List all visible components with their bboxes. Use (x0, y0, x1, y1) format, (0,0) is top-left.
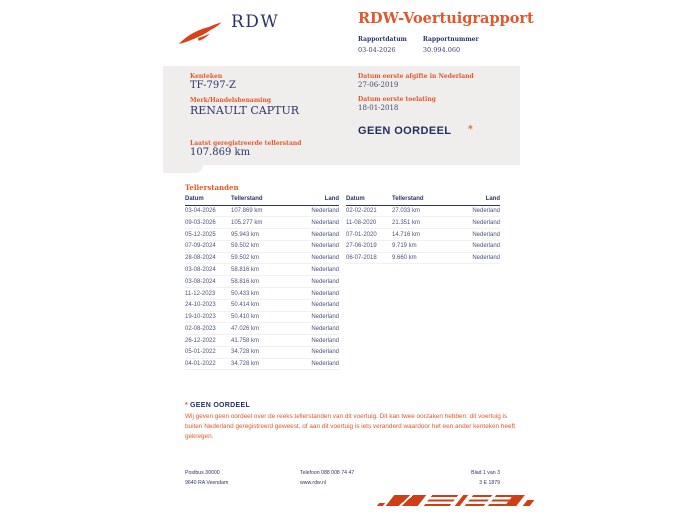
table-cell: 50.410 km (231, 314, 260, 321)
kenteken-label: Kenteken (190, 73, 223, 80)
table-cell: Nederland (311, 267, 339, 273)
footnote-marker: * (185, 402, 189, 409)
table-cell: 04-01-2022 (185, 361, 216, 368)
odometer-table-left (185, 196, 339, 370)
merk-value: RENAULT CAPTUR (190, 104, 300, 117)
table-cell: 21.351 km (392, 219, 421, 226)
table-cell: 9.660 km (392, 255, 417, 262)
rdw-swoosh-icon (178, 21, 222, 51)
eerste-toelating-label: Datum eerste toelating (358, 96, 436, 103)
table-header-row (346, 196, 500, 206)
table-cell: Nederland (311, 349, 339, 356)
footer-address-line1: Postbus 30000 (185, 470, 220, 476)
footer-page-number: Blad 1 van 3 (471, 470, 500, 476)
table-cell: 05-01-2022 (185, 349, 216, 356)
table-row (185, 264, 339, 276)
footer-phone: Telefoon 088 008 74 47 (300, 470, 355, 476)
table-cell: 07-09-2024 (185, 243, 216, 250)
table-cell: 59.502 km (231, 255, 260, 262)
footer-doc-code: 3 E 1879 (479, 479, 500, 486)
report-title: RDW-Voertuigrapport (358, 10, 534, 27)
report-number-value: 30.994.060 (422, 46, 461, 54)
report-date-block (358, 36, 407, 54)
table-cell: Nederland (311, 337, 339, 344)
table-cell: Nederland (311, 314, 339, 321)
table-cell: 47.026 km (231, 325, 260, 332)
table-cell: 19-10-2023 (185, 314, 216, 321)
table-row (346, 206, 500, 218)
table-cell: Nederland (311, 361, 339, 368)
footer-address (185, 469, 300, 489)
table-cell: 50.414 km (231, 302, 260, 309)
table-cell: Nederland (311, 255, 339, 262)
footer-website: www.rdw.nl (300, 479, 326, 486)
table-row (185, 323, 339, 335)
table-header-row (185, 196, 339, 206)
table-cell: 03-08-2024 (185, 267, 216, 273)
report-number-label: Rapportnummer (422, 36, 479, 43)
table-cell: 03-04-2026 (185, 208, 216, 215)
table-cell: 14.716 km (392, 231, 421, 238)
table-cell: Nederland (472, 219, 500, 226)
table-row (185, 206, 339, 218)
footnote-heading (185, 402, 523, 409)
footnote-section (185, 402, 523, 442)
table-cell: 11-12-2023 (185, 290, 216, 297)
table-cell: 07-01-2020 (346, 231, 377, 238)
table-cell: Nederland (311, 243, 339, 250)
rdw-logo (178, 12, 279, 51)
table-cell: 58.816 km (231, 267, 260, 273)
oordeel-badge: GEEN OORDEEL (358, 125, 452, 137)
table-cell: 27.033 km (392, 208, 421, 215)
eerste-toelating-value: 18-01-2018 (358, 104, 399, 112)
stripe-block (488, 495, 526, 506)
table-row (185, 241, 339, 253)
table-cell: 95.943 km (231, 231, 260, 238)
page-footer (185, 469, 500, 489)
table-row (185, 347, 339, 359)
table-row (346, 253, 500, 265)
table-cell: Nederland (311, 208, 339, 215)
kenteken-value: TF-797-Z (190, 80, 236, 91)
table-row (185, 229, 339, 241)
table-cell: 26-12-2022 (185, 337, 216, 344)
footer-address-line2: 9640 RA Veendam (185, 479, 229, 486)
table-cell: 41.758 km (231, 337, 260, 344)
table-cell: 27-06-2019 (346, 243, 377, 250)
table-body-left (185, 206, 339, 371)
column-header-datum: Datum (346, 196, 365, 202)
column-header-tellerstand: Tellerstand (392, 196, 424, 202)
odometer-table-right (346, 196, 500, 370)
table-cell: 28-08-2024 (185, 255, 216, 262)
odometer-section (185, 183, 500, 370)
report-date-value: 03-04-2026 (358, 46, 396, 54)
column-header-land: Land (485, 196, 500, 202)
table-row (185, 359, 339, 371)
table-row (346, 241, 500, 253)
table-cell: 03-08-2024 (185, 278, 216, 285)
table-row (185, 300, 339, 312)
table-cell: 58.816 km (231, 278, 260, 285)
table-cell: 9.719 km (392, 243, 417, 250)
table-cell: 02-02-2021 (346, 208, 377, 215)
stripe-lines (424, 495, 459, 506)
table-cell: Nederland (311, 290, 339, 297)
panel-corner-tab (163, 164, 203, 173)
table-cell: 34.728 km (231, 349, 260, 356)
column-header-land: Land (324, 196, 339, 202)
table-cell: 59.502 km (231, 243, 260, 250)
table-cell: Nederland (472, 208, 500, 215)
footnote-text: Wij geven geen oordeel over de reeks tellerstanden van dit voertuig. Dit kan twee oorzaken hebben: dit voertuig is buiten Nederland geregistreerd geweest, of aan dit voertuig is iets veranderd waardoor het een ander kenteken heeft gekregen. (185, 413, 516, 440)
logo-text: RDW (231, 12, 280, 32)
tellerstand-label: Laatst geregistreerde tellerstand (190, 140, 302, 147)
table-cell: 105.277 km (231, 219, 263, 226)
speed-stripes-graphic (378, 494, 538, 508)
eerste-afgifte-value: 27-06-2019 (358, 81, 399, 89)
table-row (185, 276, 339, 288)
table-cell: Nederland (311, 302, 339, 309)
table-cell: 107.869 km (231, 208, 263, 215)
table-cell: Nederland (472, 243, 500, 250)
table-row (185, 288, 339, 300)
table-cell: 24-10-2023 (185, 302, 216, 309)
tellerstand-value: 107.869 km (190, 147, 251, 158)
eerste-afgifte-label: Datum eerste afgifte in Nederland (358, 73, 474, 80)
stripe-slash (523, 500, 535, 506)
table-row (185, 312, 339, 324)
oordeel-footnote-marker: * (468, 125, 473, 135)
table-cell: Nederland (311, 219, 339, 226)
column-header-datum: Datum (185, 196, 204, 202)
table-row (185, 217, 339, 229)
table-cell: Nederland (311, 325, 339, 332)
table-cell: 09-03-2026 (185, 219, 216, 226)
table-cell: 05-12-2025 (185, 231, 216, 238)
stripe-dash (377, 503, 385, 506)
merk-label: Merk/Handelsbenaming (190, 97, 272, 104)
table-row (346, 217, 500, 229)
footer-page-info (471, 469, 500, 489)
table-cell: Nederland (311, 231, 339, 238)
report-number-block (423, 36, 479, 54)
stripe-block (386, 495, 427, 506)
table-row (346, 229, 500, 241)
table-row (185, 335, 339, 347)
odometer-section-heading: Tellerstanden (185, 183, 239, 192)
table-row (185, 253, 339, 265)
table-cell: 34.728 km (231, 361, 260, 368)
table-cell: 50.433 km (231, 290, 260, 297)
report-meta (358, 36, 479, 54)
table-body-right (346, 206, 500, 265)
table-cell: Nederland (472, 231, 500, 238)
footnote-heading-text: GEEN OORDEEL (190, 402, 251, 409)
column-header-tellerstand: Tellerstand (231, 196, 263, 202)
table-cell: 02-08-2023 (185, 325, 216, 332)
footer-contact (300, 469, 471, 489)
table-cell: 06-07-2018 (346, 255, 377, 262)
table-cell: Nederland (311, 278, 339, 285)
table-cell: Nederland (472, 255, 500, 262)
table-cell: 11-08-2020 (346, 219, 377, 226)
report-date-label: Rapportdatum (358, 36, 407, 43)
